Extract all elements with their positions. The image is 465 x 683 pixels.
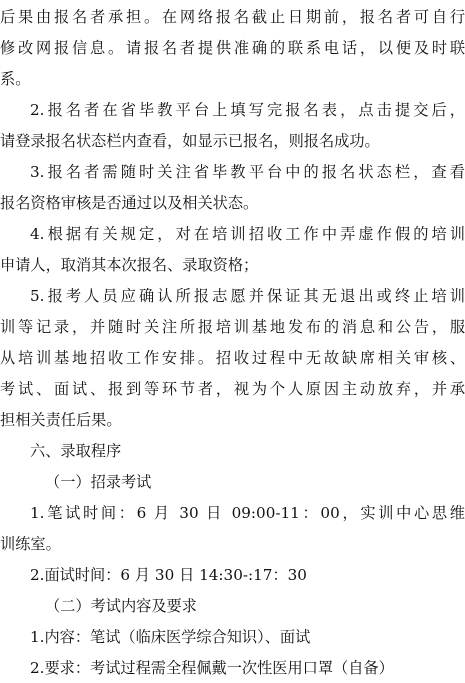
paragraph-line: 担相关责任后果。 — [0, 411, 122, 429]
paragraph-line: 2.面试时间：6 月 30 日 14:30-:17：30 — [30, 566, 307, 584]
paragraph-line: 训练室。 — [0, 535, 61, 553]
paragraph-line: 4.根据有关规定，对在培训招收工作中弄虚作假的培训 — [30, 225, 465, 243]
paragraph-line: 请登录报名状态栏内查看，如显示已报名，则报名成功。 — [0, 132, 380, 150]
paragraph-line: 申请人，取消其本次报名、录取资格； — [0, 256, 259, 274]
paragraph-line: 1.笔试时间：6 月 30 日 09:00-11：00，实训中心思维 — [30, 504, 465, 522]
paragraph-line: 训等记录，并随时关注所报培训基地发布的消息和公告，服 — [0, 318, 465, 336]
section-heading: 六、录取程序 — [30, 442, 122, 460]
paragraph-line: 2.要求：考试过程需全程佩戴一次性医用口罩（自备） — [30, 659, 394, 677]
paragraph-line: 系。 — [0, 70, 31, 88]
paragraph-line: 修改网报信息。请报名者提供准确的联系电话，以便及时联 — [0, 39, 465, 57]
paragraph-line: 报名资格审核是否通过以及相关状态。 — [0, 194, 259, 212]
paragraph-line: 2.报名者在省毕教平台上填写完报名表，点击提交后， — [30, 101, 465, 119]
paragraph-line: 5.报考人员应确认所报志愿并保证其无退出或终止培训 — [30, 287, 465, 305]
paragraph-line: 考试、面试、报到等环节者，视为个人原因主动放弃，并承 — [0, 380, 465, 398]
paragraph-line: 从培训基地招收工作安排。招收过程中无故缺席相关审核、 — [0, 349, 465, 367]
paragraph-line: 后果由报名者承担。在网络报名截止日期前，报名者可自行 — [0, 8, 465, 26]
subsection-heading: （一）招录考试 — [45, 473, 152, 491]
subsection-heading: （二）考试内容及要求 — [45, 597, 197, 615]
paragraph-line: 3.报名者需随时关注省毕教平台中的报名状态栏，查看 — [30, 163, 465, 181]
paragraph-line: 1.内容：笔试（临床医学综合知识）、面试 — [30, 628, 311, 646]
